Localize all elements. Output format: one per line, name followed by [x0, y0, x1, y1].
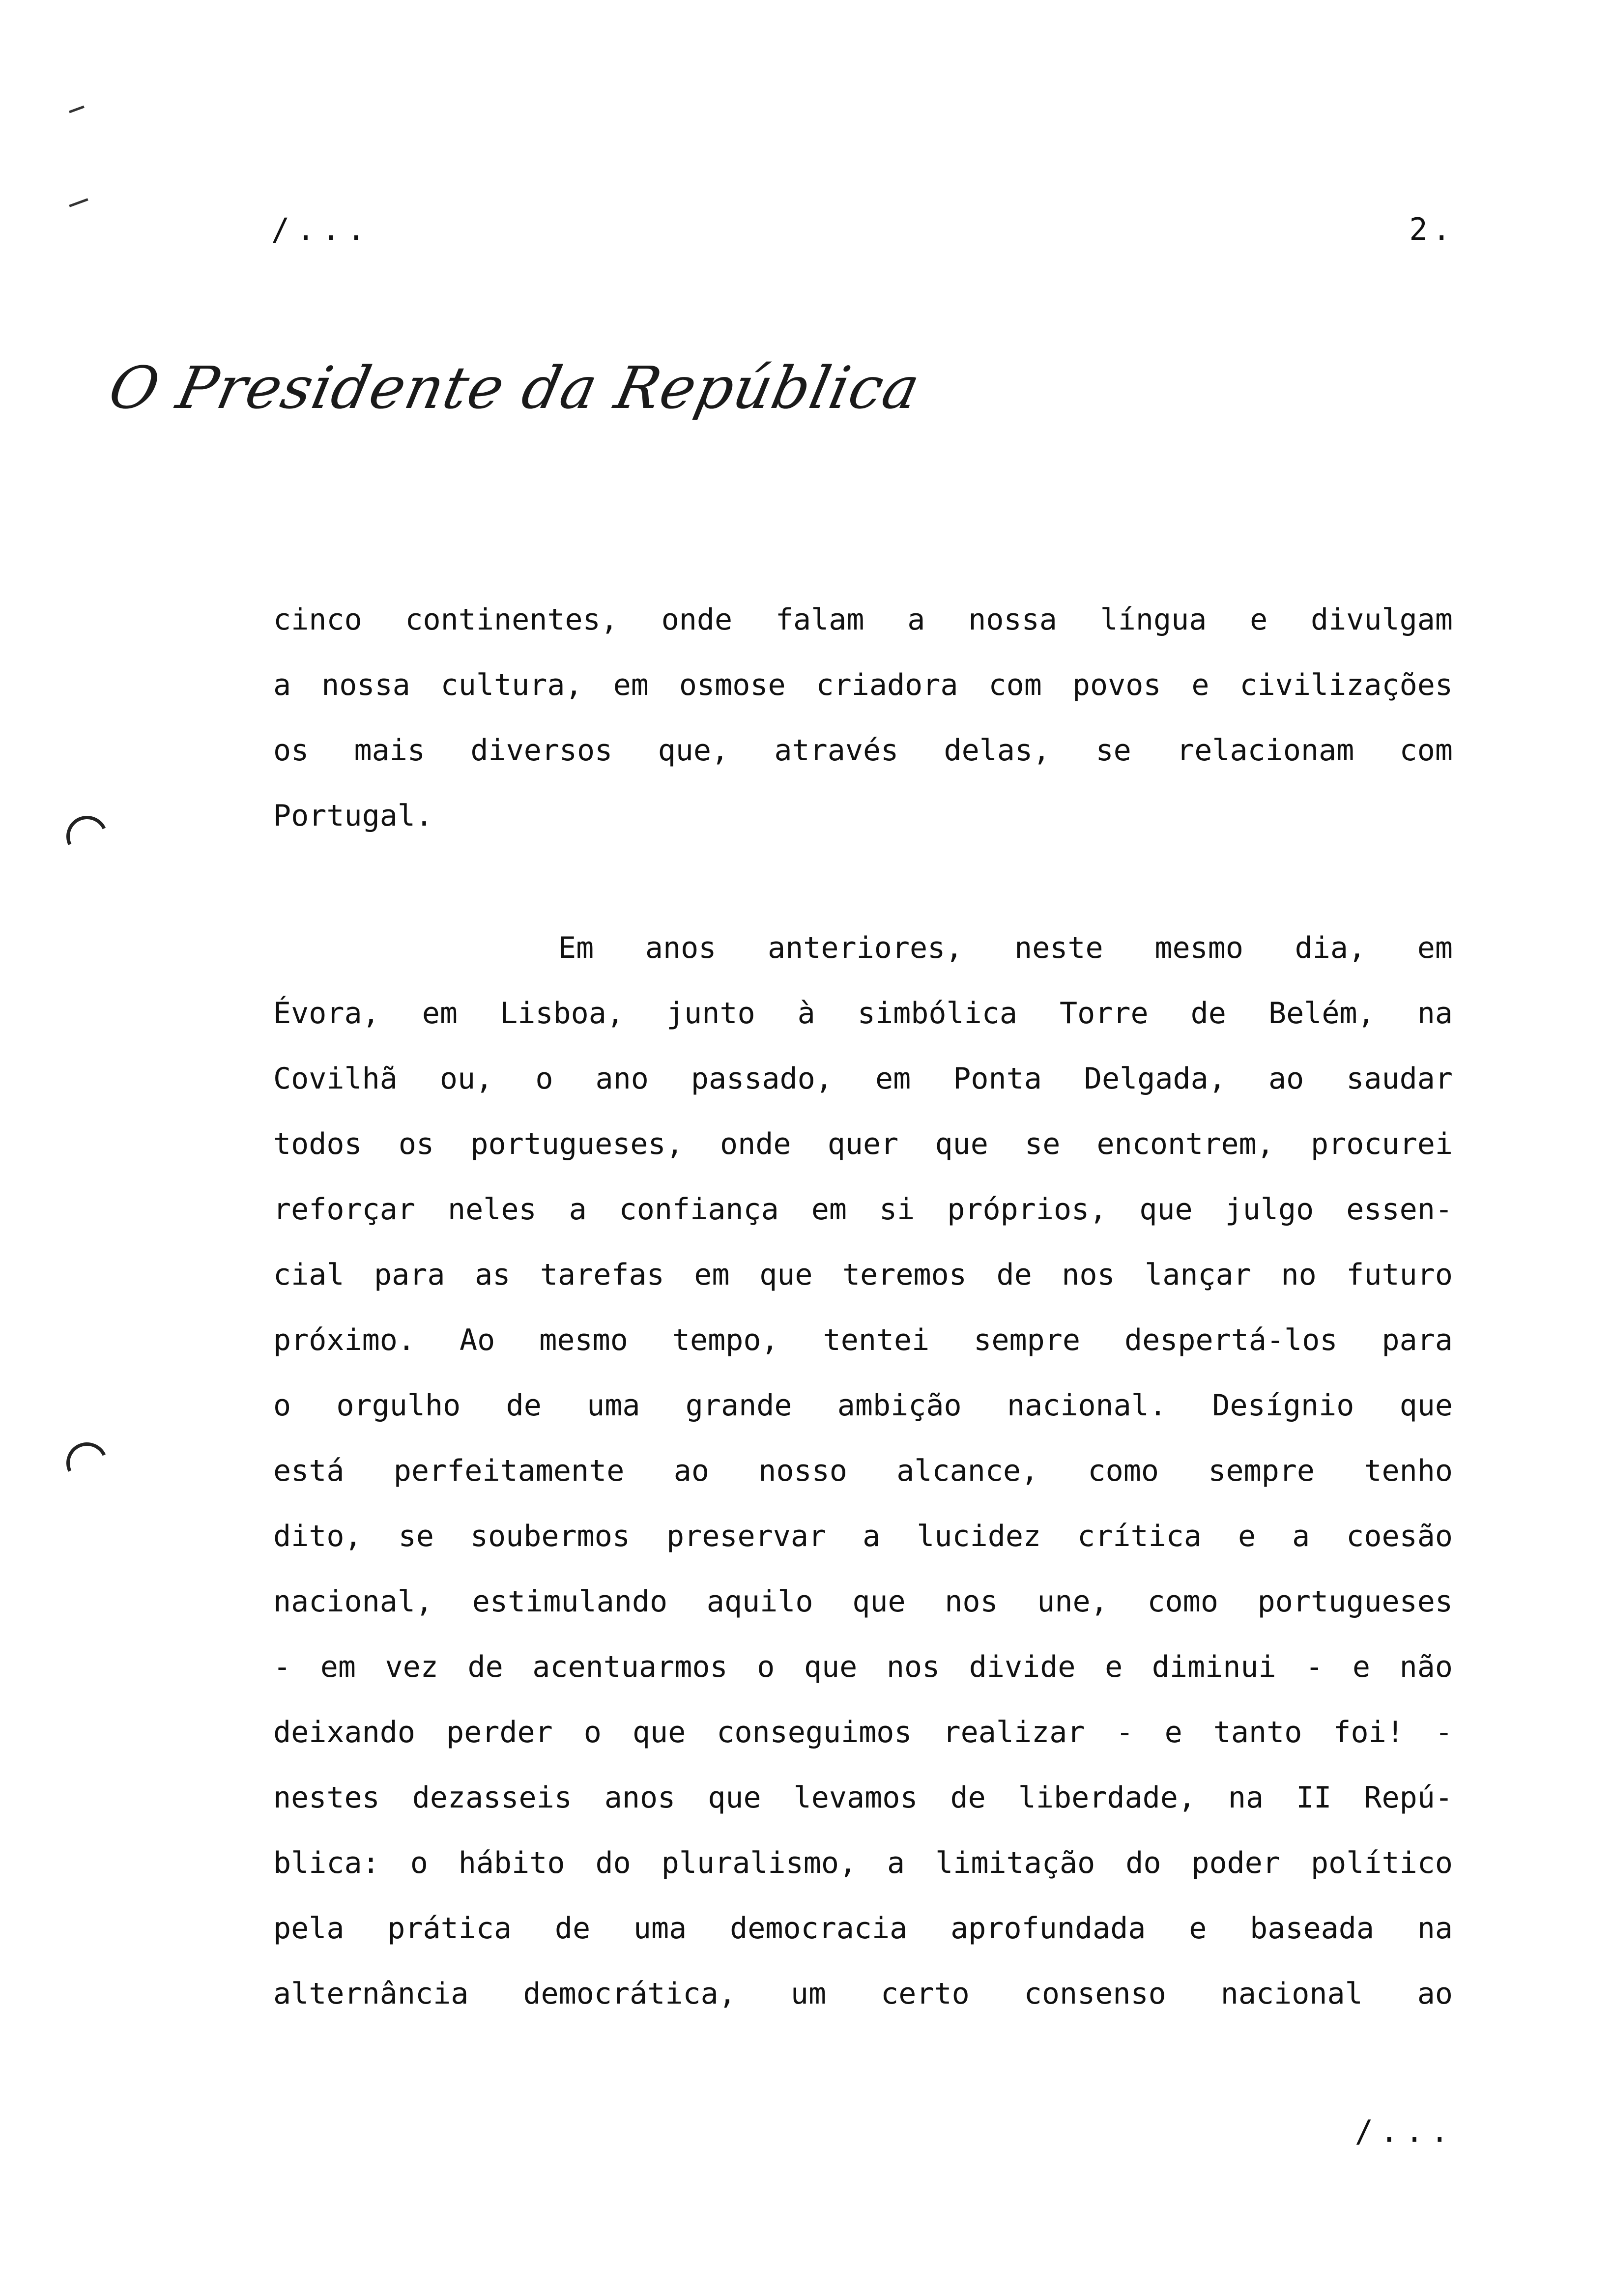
text-line: todos os portugueses, onde quer que se encontrem, procurei — [273, 1127, 1453, 1161]
continuation-mark-bottom: /... — [1354, 2113, 1456, 2149]
text-line: dito, se soubermos preservar a lucidez crítica e a coesão — [273, 1519, 1453, 1553]
text-line: a nossa cultura, em osmose criadora com povos e civilizações — [273, 668, 1453, 702]
text-line: reforçar neles a confiança em si próprios, que julgo essen- — [273, 1192, 1453, 1227]
text-line: - em vez de acentuarmos o que nos divide e diminui - e não — [273, 1650, 1453, 1684]
text-line: alternância democrática, um certo consenso nacional ao — [273, 1977, 1453, 2011]
continuation-mark-top: /... — [271, 211, 373, 247]
text-line: o orgulho de uma grande ambição nacional. Desígnio que — [273, 1388, 1453, 1423]
text-line: pela prática de uma democracia aprofundada e baseada na — [273, 1911, 1453, 1946]
text-line: Em anos anteriores, neste mesmo dia, em — [558, 931, 1453, 965]
letterhead-script: O Presidente da República — [103, 354, 926, 422]
text-line: Covilhã ou, o ano passado, em Ponta Delgada, ao saudar — [273, 1062, 1453, 1096]
text-line: Portugal. — [273, 799, 433, 833]
text-line: está perfeitamente ao nosso alcance, como sempre tenho — [273, 1454, 1453, 1488]
text-line: blica: o hábito do pluralismo, a limitação do poder político — [273, 1846, 1453, 1880]
punch-hole-mark — [60, 810, 114, 863]
scan-speck — [69, 106, 85, 114]
text-line: Évora, em Lisboa, junto à simbólica Torre de Belém, na — [273, 996, 1453, 1031]
punch-hole-mark — [60, 1436, 114, 1490]
text-line: nacional, estimulando aquilo que nos une, como portugueses — [273, 1584, 1453, 1619]
text-line: próximo. Ao mesmo tempo, tentei sempre despertá-los para — [273, 1323, 1453, 1357]
paragraph-1 — [273, 587, 1453, 849]
text-line: os mais diversos que, através delas, se relacionam com — [273, 733, 1453, 768]
scan-speck — [69, 198, 88, 207]
paragraph-2 — [273, 916, 1453, 2027]
text-line: cial para as tarefas em que teremos de nos lançar no futuro — [273, 1258, 1453, 1292]
text-line: deixando perder o que conseguimos realizar - e tanto foi! - — [273, 1715, 1453, 1750]
text-line: cinco continentes, onde falam a nossa língua e divulgam — [273, 603, 1453, 637]
text-line: nestes dezasseis anos que levamos de liberdade, na II Repú- — [273, 1780, 1453, 1815]
page-number: 2. — [1409, 211, 1456, 247]
